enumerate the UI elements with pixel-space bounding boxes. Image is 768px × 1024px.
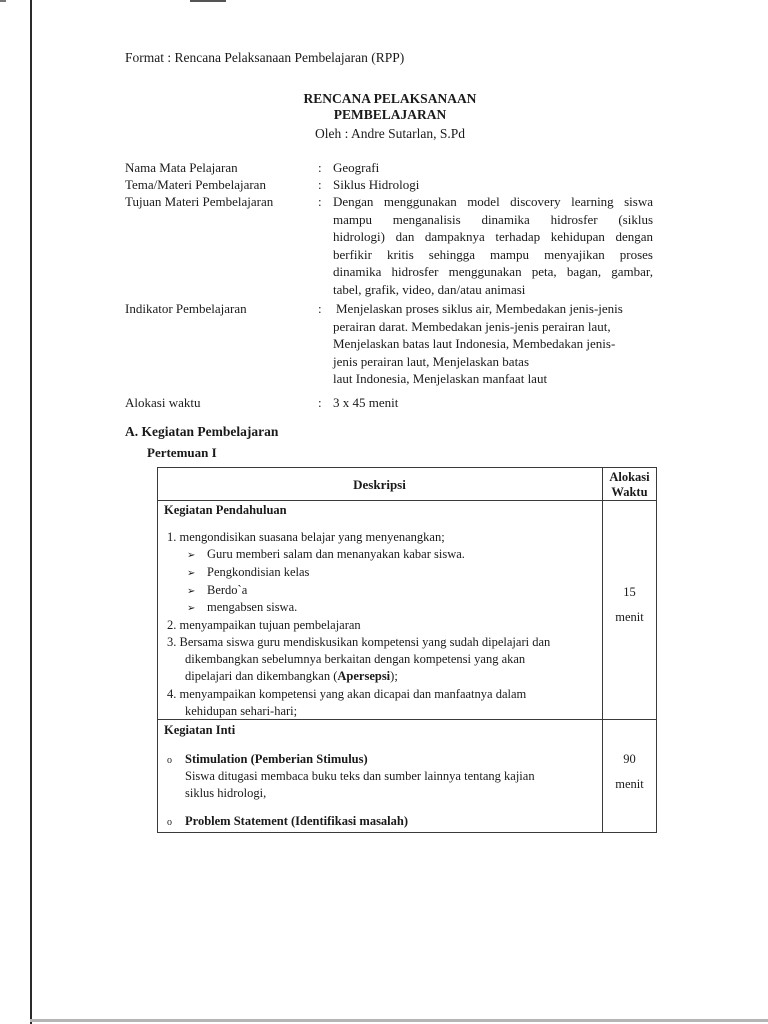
scan-edge-left: [30, 0, 32, 1024]
label-indikator: Indikator Pembelajaran: [125, 301, 247, 316]
header-deskripsi: Deskripsi: [353, 477, 406, 492]
colon: :: [318, 194, 322, 209]
arrow-bullet-icon: ➢: [187, 568, 196, 579]
pendahuluan-subitem: [187, 547, 465, 562]
pendahuluan-subitem: [187, 600, 297, 615]
header-waktu: Waktu: [611, 485, 648, 499]
value-mata-pelajaran: Geografi: [333, 160, 380, 175]
tujuan-line: berfikir kritis sehingga mampu menyajikan proses: [333, 246, 653, 262]
pendahuluan-item-3-cont: [185, 669, 398, 684]
arrow-bullet-icon: ➢: [187, 550, 196, 561]
subitem-text: Pengkondisian kelas: [207, 565, 310, 579]
table-header-divider: [157, 500, 657, 501]
subitem-text: Berdo`a: [207, 583, 248, 597]
text-segment: );: [390, 669, 398, 683]
subitem-text: mengabsen siswa.: [207, 600, 298, 614]
pendahuluan-item-1: 1. mengondisikan suasana belajar yang menyenangkan;: [167, 530, 445, 544]
label-alokasi: Alokasi waktu: [125, 395, 201, 410]
pendahuluan-item-2: 2. menyampaikan tujuan pembelajaran: [167, 618, 361, 632]
document-author: Oleh : Andre Sutarlan, S.Pd: [315, 126, 465, 141]
indikator-line: Menjelaskan batas laut Indonesia, Membedakan jenis-: [333, 336, 616, 351]
indikator-line: perairan darat. Membedakan jenis-jenis perairan laut,: [333, 318, 611, 334]
label-mata-pelajaran: Nama Mata Pelajaran: [125, 160, 238, 175]
inti-stimulation: [167, 752, 368, 767]
pendahuluan-item-3: 3. Bersama siswa guru mendiskusikan kompetensi yang sudah dipelajari dan: [167, 635, 551, 649]
pendahuluan-duration-value: 15: [623, 585, 636, 599]
pendahuluan-item-3-cont: dikembangkan sebelumnya berkaitan dengan kompetensi yang akan: [185, 652, 526, 666]
scan-mark-top: [190, 0, 226, 2]
scan-mark-corner: [0, 0, 6, 2]
scan-edge-bottom: [30, 1019, 768, 1022]
table-border-bottom: [157, 832, 657, 833]
pendahuluan-title: Kegiatan Pendahuluan: [164, 503, 287, 517]
section-heading: A. Kegiatan Pembelajaran: [125, 424, 279, 439]
value-tujuan: [333, 193, 653, 298]
header-alokasi: Alokasi: [609, 470, 650, 484]
table-border-left: [157, 467, 158, 833]
tujuan-line: tabel, grafik, video, dan/atau animasi: [333, 281, 526, 297]
colon: :: [318, 301, 322, 316]
pendahuluan-item-4-cont: kehidupan sehari-hari;: [185, 704, 298, 718]
value-alokasi: 3 x 45 menit: [333, 395, 399, 410]
header-alokasi-waktu: [602, 470, 657, 500]
colon: :: [318, 395, 322, 410]
stimulation-text: Siswa ditugasi membaca buku teks dan sumber lainnya tentang kajian: [185, 769, 535, 783]
table-row-divider: [157, 719, 657, 720]
pendahuluan-item-4: 4. menyampaikan kompetensi yang akan dicapai dan manfaatnya dalam: [167, 687, 527, 701]
circle-bullet-icon: o: [167, 817, 172, 828]
table-border-top: [157, 467, 657, 468]
pendahuluan-subitem: [187, 583, 247, 598]
inti-duration-value: 90: [623, 752, 636, 766]
label-tema-materi: Tema/Materi Pembelajaran: [125, 177, 266, 192]
apersepsi-term: Apersepsi: [337, 669, 391, 683]
document-title-line1: RENCANA PELAKSANAAN: [303, 91, 477, 106]
value-tema-materi: Siklus Hidrologi: [333, 177, 420, 192]
label-tujuan: Tujuan Materi Pembelajaran: [125, 194, 274, 209]
document-title-line2: PEMBELAJARAN: [333, 107, 447, 122]
arrow-bullet-icon: ➢: [187, 586, 196, 597]
pendahuluan-subitem: [187, 565, 309, 580]
circle-bullet-icon: o: [167, 755, 172, 766]
indikator-line: jenis perairan laut, Menjelaskan batas: [333, 353, 530, 369]
inti-duration-unit: menit: [615, 777, 644, 791]
indikator-line: Menjelaskan proses siklus air, Membedakan jenis-jenis: [336, 301, 623, 316]
tujuan-line: Dengan menggunakan model discovery learning siswa: [333, 194, 653, 209]
arrow-bullet-icon: ➢: [187, 603, 196, 614]
activity-table: [157, 467, 657, 833]
stimulation-title: Stimulation (Pemberian Stimulus): [185, 752, 368, 766]
colon: :: [318, 160, 322, 175]
tujuan-line: hidrologi) dan dampaknya terhadap kehidupan dengan: [333, 229, 653, 244]
inti-title: Kegiatan Inti: [164, 723, 236, 737]
inti-problem-statement: [167, 814, 408, 829]
meeting-heading: Pertemuan I: [147, 445, 217, 460]
format-line: Format : Rencana Pelaksanaan Pembelajaran (RPP): [125, 50, 405, 65]
pendahuluan-duration-unit: menit: [615, 610, 644, 624]
tujuan-line: mampu menganalisis dinamika hidrosfer (siklus: [333, 211, 653, 227]
colon: :: [318, 177, 322, 192]
problem-statement-title: Problem Statement (Identifikasi masalah): [185, 814, 409, 828]
indikator-line: laut Indonesia, Menjelaskan manfaat laut: [333, 371, 548, 386]
tujuan-line: dinamika hidrosfer menggunakan peta, bagan, gambar,: [333, 264, 653, 279]
stimulation-text: siklus hidrologi,: [185, 786, 267, 800]
subitem-text: Guru memberi salam dan menanyakan kabar siswa.: [207, 547, 465, 561]
text-segment: dipelajari dan dikembangkan (: [185, 669, 338, 683]
value-indikator: [333, 300, 623, 388]
